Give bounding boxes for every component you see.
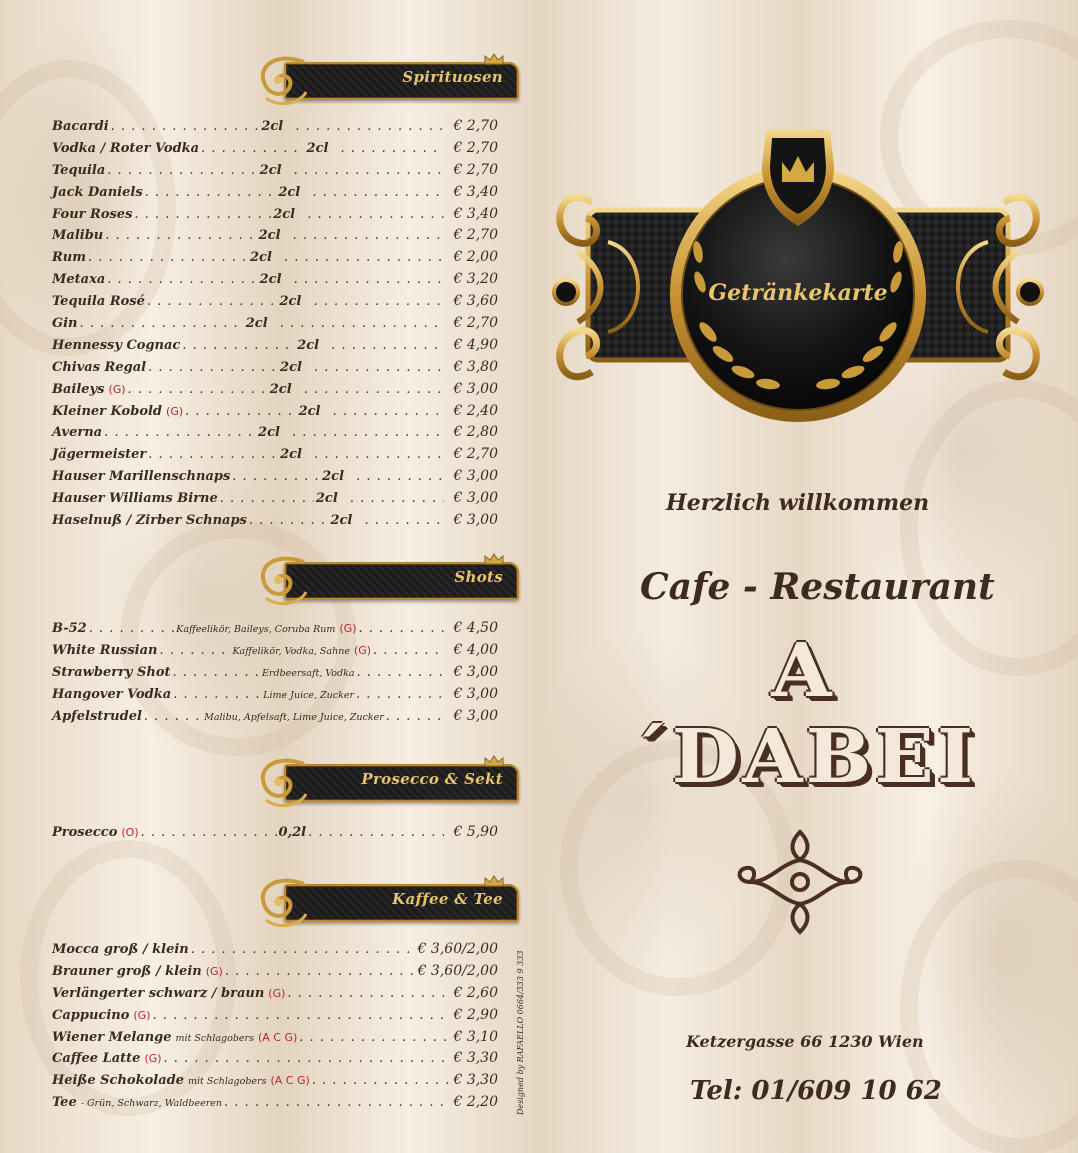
dot-leader (314, 360, 444, 375)
item-size: 2cl (315, 491, 338, 507)
section-title: Kaffee & Tee (392, 890, 503, 908)
menu-row (52, 1094, 498, 1116)
item-name: Strawberry Shot (52, 664, 171, 680)
item-size: 2cl (258, 425, 280, 441)
allergen-tag: (O) (121, 826, 139, 839)
menu-row (52, 1072, 498, 1094)
item-price: € 3,80 (453, 358, 498, 375)
dot-leader (173, 687, 261, 702)
item-name: Kleiner Kobold (52, 403, 163, 419)
item-name: Metaxa (52, 272, 106, 288)
item-name: Tee (52, 1095, 77, 1111)
menu-row (52, 271, 498, 293)
item-price: € 3,10 (453, 1028, 498, 1045)
crown-icon (483, 52, 505, 66)
dot-leader (307, 207, 444, 222)
gold-scroll-ornament-icon (256, 552, 316, 608)
menu-row (52, 315, 498, 337)
item-price: € 4,00 (453, 641, 498, 658)
dot-leader (314, 447, 444, 462)
dot-leader (386, 709, 444, 724)
allergen-tag: (G) (268, 986, 286, 1000)
dot-leader (148, 360, 278, 375)
dot-leader (313, 294, 444, 309)
allergen-tag: (G) (205, 964, 223, 978)
section-banner-spirits (256, 52, 519, 100)
menu-row (52, 512, 498, 534)
dot-leader (312, 185, 444, 200)
menu-row (52, 446, 498, 468)
dot-leader (373, 643, 444, 658)
section-banner-prosecco (256, 754, 519, 802)
crown-icon (483, 754, 505, 768)
dot-leader (356, 469, 444, 484)
item-price: € 3,30 (453, 1072, 498, 1089)
item-price: € 2,60 (453, 984, 498, 1001)
menu-row (52, 620, 498, 642)
item-name: Hauser Williams Birne (52, 491, 218, 507)
menu-row (52, 162, 498, 184)
menu-row (52, 1029, 498, 1051)
item-price: € 2,70 (453, 315, 498, 332)
menu-row (52, 140, 498, 162)
dot-leader (294, 163, 444, 178)
item-price: € 3,00 (453, 380, 498, 397)
item-price: € 3,00 (453, 512, 498, 529)
item-name: Vodka / Roter Vodka (52, 140, 200, 156)
item-price: € 3,00 (453, 663, 498, 680)
item-size: 2cl (306, 140, 329, 156)
address-text: Ketzergasse 66 1230 Wien (686, 1032, 924, 1051)
item-name: Brauner groß / klein (52, 963, 202, 979)
dot-leader (89, 621, 175, 636)
menu-row (52, 184, 498, 206)
item-size: 2cl (280, 359, 302, 375)
coffee-list (52, 941, 498, 1116)
item-name: Prosecco (52, 825, 118, 840)
item-name: Wiener Melange (52, 1029, 172, 1045)
item-price: € 2,70 (453, 446, 498, 463)
item-extra: mit Schlagobers (175, 1032, 254, 1044)
item-size: 2cl (280, 447, 302, 463)
dot-leader (173, 665, 260, 680)
restaurant-subtitle: Cafe - Restaurant (640, 566, 995, 608)
bg-swirl (900, 860, 1078, 1153)
item-price: € 3,60/2,00 (417, 962, 498, 979)
item-name: Chivas Regal (52, 359, 147, 375)
dot-leader (331, 338, 444, 353)
menu-row (52, 824, 498, 846)
dot-leader (164, 1051, 452, 1066)
dot-leader (364, 513, 444, 528)
dot-leader (308, 825, 444, 840)
item-name: Verlängerter schwarz / braun (52, 985, 265, 1001)
item-price: € 4,50 (453, 620, 498, 636)
item-name: Hennessy Cognac (52, 337, 181, 353)
item-name: Mocca groß / klein (52, 942, 189, 957)
item-name: Four Roses (52, 206, 133, 222)
item-price: € 2,70 (453, 118, 498, 134)
item-price: € 3,60 (453, 293, 498, 310)
item-name: Caffee Latte (52, 1051, 141, 1067)
item-description: Lime Juice, Zucker (263, 689, 355, 701)
designer-credit-text: Designed by RAFAELLO 0664/333 9 333 (516, 950, 525, 1115)
dot-leader (333, 404, 444, 419)
item-price: € 3,20 (453, 271, 498, 288)
item-name: Jägermeister (52, 447, 147, 463)
item-size: 2cl (250, 250, 272, 266)
menu-row (52, 227, 498, 249)
allergen-tag: (G) (108, 382, 126, 396)
item-extra: - Grün, Schwarz, Waldbeeren (80, 1098, 223, 1110)
menu-row (52, 424, 498, 446)
menu-row (52, 381, 498, 403)
designer-credit (510, 935, 532, 1115)
dot-leader (182, 338, 295, 353)
item-price: € 2,90 (453, 1006, 498, 1023)
dot-leader (145, 185, 277, 200)
dot-leader (293, 228, 444, 243)
section-title: Shots (454, 568, 503, 586)
dot-leader (341, 141, 444, 156)
menu-row (52, 249, 498, 271)
item-price: € 3,00 (453, 707, 498, 724)
item-name: Malibu (52, 228, 104, 244)
item-description: Kaffelikör, Vodka, Sahne (232, 645, 350, 657)
menu-row (52, 708, 498, 730)
crown-icon (483, 874, 505, 888)
allergen-tag: (G) (339, 622, 357, 635)
menu-row (52, 686, 498, 708)
allergen-tag: (G) (166, 404, 184, 418)
menu-row (52, 403, 498, 425)
dot-leader (147, 294, 278, 309)
item-price: € 2,70 (453, 161, 498, 178)
dot-leader (220, 491, 314, 506)
item-price: € 3,00 (453, 468, 498, 485)
menu-row (52, 293, 498, 315)
allergen-tag: (G) (133, 1008, 151, 1022)
item-size: 2cl (297, 337, 320, 353)
allergen-tag: (A C G) (270, 1074, 310, 1088)
item-size: 2cl (278, 184, 301, 200)
dot-leader (107, 272, 257, 287)
menu-row (52, 490, 498, 512)
item-price: € 3,40 (453, 205, 498, 222)
menu-row (52, 206, 498, 228)
dot-leader (185, 404, 296, 419)
item-price: € 4,90 (453, 336, 498, 353)
menu-row (52, 1007, 498, 1029)
gold-scroll-ornament-icon (256, 754, 316, 810)
emblem-label: Getränkekarte (708, 280, 888, 306)
dot-leader (224, 1095, 451, 1110)
item-price: € 2,00 (453, 249, 498, 266)
section-title: Prosecco & Sekt (361, 770, 503, 788)
item-name: Tequila Rosé (52, 294, 145, 310)
menu-row (52, 985, 498, 1007)
allergen-tag: (A C G) (257, 1030, 298, 1044)
menu-row (52, 118, 498, 140)
item-price: € 2,20 (453, 1094, 498, 1111)
dot-leader (104, 425, 256, 440)
item-description: Kaffeelikör, Baileys, Coruba Rum (176, 624, 336, 635)
item-extra: mit Schlagobers (188, 1076, 267, 1088)
item-name: Bacardi (52, 119, 109, 134)
section-title: Spirituosen (402, 68, 503, 86)
menu-row (52, 1050, 498, 1072)
restaurant-logo-brand: A´DABEI (629, 628, 977, 800)
item-price: € 3,30 (453, 1050, 498, 1067)
dot-leader (225, 964, 416, 979)
dot-leader (295, 119, 444, 134)
item-price: € 3,60/2,00 (417, 941, 498, 957)
shots-list (52, 620, 498, 729)
item-name: Heiße Schokolade (52, 1073, 184, 1089)
item-price: € 3,00 (453, 685, 498, 702)
dot-leader (312, 1073, 452, 1088)
menu-row (52, 359, 498, 381)
welcome-text: Herzlich willkommen (666, 490, 930, 516)
item-description: Erdbeersaft, Vodka (261, 667, 355, 679)
item-name: Jack Daniels (52, 184, 143, 200)
crown-icon (483, 552, 505, 566)
item-name: B-52 (52, 621, 87, 636)
item-size: 2cl (258, 228, 281, 244)
getraenkekarte-emblem (548, 122, 1048, 432)
item-size: 2cl (330, 513, 353, 529)
item-size: 2cl (279, 294, 302, 310)
item-size: 2cl (322, 469, 345, 485)
dot-leader (292, 425, 444, 440)
item-price: € 3,40 (453, 183, 498, 200)
dot-leader (153, 1008, 452, 1023)
menu-row (52, 468, 498, 490)
dot-leader (144, 709, 202, 724)
dot-leader (299, 1030, 451, 1045)
dot-leader (134, 207, 271, 222)
flourish-ornament-icon (730, 812, 870, 952)
dot-leader (201, 141, 304, 156)
item-size: 0,2l (278, 825, 307, 840)
dot-leader (232, 469, 320, 484)
item-description: Malibu, Apfelsaft, Lime Juice, Zucker (204, 711, 384, 723)
dot-leader (148, 447, 278, 462)
item-name: Averna (52, 425, 103, 441)
item-size: 2cl (269, 381, 292, 397)
menu-row (52, 642, 498, 664)
menu-row (52, 941, 498, 963)
item-name: Hangover Vodka (52, 686, 172, 702)
dot-leader (358, 621, 444, 636)
item-name: Haselnuß / Zirber Schnaps (52, 513, 247, 529)
dot-leader (191, 942, 416, 957)
gold-scroll-ornament-icon (256, 52, 316, 108)
allergen-tag: (G) (353, 643, 372, 657)
dot-leader (105, 228, 256, 243)
dot-leader (284, 250, 444, 265)
item-price: € 2,70 (453, 227, 498, 244)
item-price: € 2,80 (453, 424, 498, 441)
item-price: € 2,70 (453, 139, 498, 156)
dot-leader (107, 163, 257, 178)
item-price: € 3,00 (453, 490, 498, 507)
dot-leader (80, 316, 244, 331)
dot-leader (287, 986, 451, 1001)
menu-row (52, 963, 498, 985)
dot-leader (357, 665, 444, 680)
dot-leader (294, 272, 444, 287)
item-size: 2cl (261, 119, 284, 134)
menu-row (52, 664, 498, 686)
item-name: Cappucino (52, 1007, 130, 1023)
dot-leader (304, 382, 444, 397)
menu-row (52, 337, 498, 359)
spirits-list (52, 118, 498, 534)
item-name: Gin (52, 316, 78, 332)
section-banner-coffee (256, 874, 519, 922)
item-size: 2cl (245, 316, 268, 332)
gold-scroll-ornament-icon (256, 874, 316, 930)
prosecco-list (52, 824, 498, 846)
item-name: Tequila (52, 162, 106, 178)
dot-leader (356, 687, 444, 702)
item-name: White Russian (52, 642, 158, 658)
item-name: Apfelstrudel (52, 708, 142, 724)
item-name: Baileys (52, 381, 105, 397)
item-size: 2cl (259, 272, 282, 288)
dot-leader (141, 825, 277, 840)
item-price: € 2,40 (453, 402, 498, 419)
item-size: 2cl (273, 206, 296, 222)
dot-leader (280, 316, 444, 331)
phone-text: Tel: 01/609 10 62 (690, 1076, 942, 1106)
dot-leader (111, 119, 260, 134)
allergen-tag: (G) (144, 1052, 162, 1066)
dot-leader (160, 643, 231, 658)
item-size: 2cl (259, 162, 282, 178)
item-name: Hauser Marillenschnaps (52, 469, 231, 485)
item-size: 2cl (298, 403, 321, 419)
dot-leader (350, 491, 444, 506)
item-price: € 5,90 (453, 824, 498, 840)
dot-leader (88, 250, 248, 265)
item-name: Rum (52, 250, 87, 266)
section-banner-shots (256, 552, 519, 600)
dot-leader (128, 382, 268, 397)
dot-leader (249, 513, 329, 528)
